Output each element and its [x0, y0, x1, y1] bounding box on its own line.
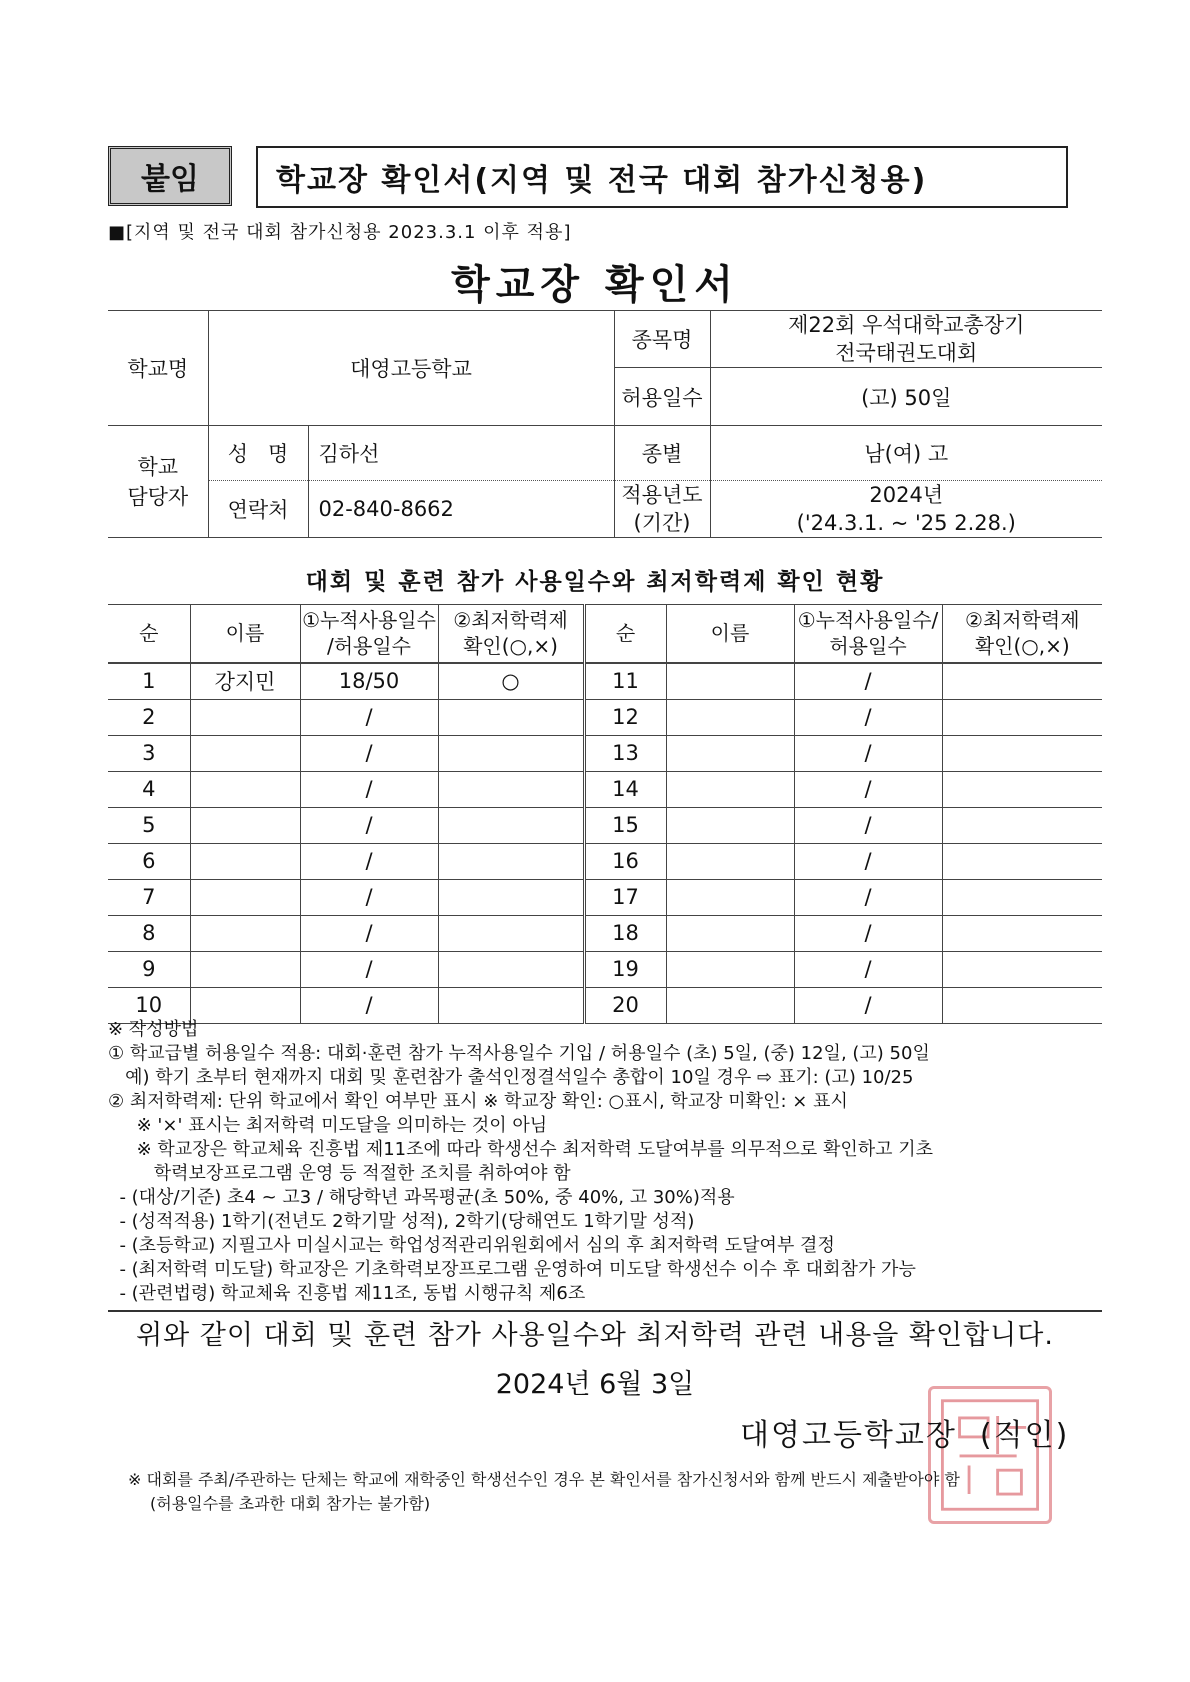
header-edu-left-line-1: ②최저학력제 — [453, 608, 568, 633]
row-name-right — [666, 663, 794, 700]
row-no-left: 3 — [108, 735, 190, 771]
row-no-left: 2 — [108, 699, 190, 735]
name-value: 김하선 — [308, 426, 614, 481]
header-no-left: 순 — [108, 605, 190, 663]
row-days-right: / — [794, 843, 942, 879]
allowed-days-label: 허용일수 — [614, 368, 710, 426]
row-name-right — [666, 699, 794, 735]
year-label-line-1: 적용년도 — [621, 483, 703, 507]
row-name-left — [190, 951, 300, 987]
footnote-line-2: (허용일수를 초과한 대회 참가는 불가함) — [150, 1494, 431, 1513]
row-name-left — [190, 843, 300, 879]
row-edu-left — [438, 771, 584, 807]
row-edu-right — [942, 843, 1102, 879]
table-row — [108, 771, 1102, 807]
row-name-left — [190, 735, 300, 771]
row-days-left: / — [300, 843, 438, 879]
year-value-line-1: 2024년 — [869, 483, 944, 507]
row-edu-left — [438, 879, 584, 915]
gender-value: 남(여) 고 — [710, 426, 1102, 481]
row-name-right — [666, 915, 794, 951]
row-edu-right — [942, 951, 1102, 987]
row-no-left: 8 — [108, 915, 190, 951]
row-edu-left — [438, 807, 584, 843]
contact-value: 02-840-8662 — [308, 481, 614, 538]
row-days-left: / — [300, 735, 438, 771]
name-label: 성 명 — [208, 426, 308, 481]
row-edu-right — [942, 879, 1102, 915]
row-edu-left — [438, 735, 584, 771]
event-label: 종목명 — [614, 311, 710, 368]
applicability-note: ■[지역 및 전국 대회 참가신청용 2023.3.1 이후 적용] — [108, 222, 572, 243]
row-edu-right — [942, 735, 1102, 771]
row-days-right: / — [794, 879, 942, 915]
row-days-left: / — [300, 915, 438, 951]
row-edu-left — [438, 843, 584, 879]
row-name-right — [666, 807, 794, 843]
table-row — [108, 915, 1102, 951]
instruction-line: - (성적적용) 1학기(전년도 2학기말 성적), 2학기(당해연도 1학기말 성적) — [108, 1211, 695, 1232]
row-name-right — [666, 735, 794, 771]
row-days-right: / — [794, 915, 942, 951]
row-edu-right — [942, 915, 1102, 951]
attachment-tag: 붙임 — [108, 146, 232, 206]
row-edu-right — [942, 663, 1102, 700]
signer: 대영고등학교장 (직인) — [740, 1418, 1070, 1453]
header-name-right: 이름 — [666, 605, 794, 663]
row-no-left: 6 — [108, 843, 190, 879]
header-edu-right-line-1: ②최저학력제 — [964, 608, 1080, 633]
row-days-right: / — [794, 699, 942, 735]
year-label — [614, 481, 710, 538]
row-no-right: 13 — [584, 735, 666, 771]
table-row — [108, 879, 1102, 915]
event-value-line-1: 제22회 우석대학교총장기 — [788, 313, 1025, 337]
row-edu-right — [942, 699, 1102, 735]
table-row — [108, 807, 1102, 843]
table-row — [108, 699, 1102, 735]
row-no-right: 19 — [584, 951, 666, 987]
divider — [108, 1310, 1102, 1312]
header-days-left-line-2: /허용일수 — [326, 634, 412, 659]
row-edu-left — [438, 699, 584, 735]
manager-label — [108, 426, 208, 538]
row-no-right: 18 — [584, 915, 666, 951]
header-edu-right — [942, 605, 1102, 663]
year-value — [710, 481, 1102, 538]
row-no-right: 20 — [584, 987, 666, 1023]
form-title: 학교장 확인서(지역 및 전국 대회 참가신청용) — [256, 146, 1068, 208]
row-days-right: / — [794, 987, 942, 1023]
row-days-left: / — [300, 699, 438, 735]
row-name-left: 강지민 — [190, 663, 300, 700]
header-edu-right-line-2: 확인(○,×) — [974, 634, 1070, 659]
school-value: 대영고등학교 — [208, 311, 614, 426]
row-no-right: 17 — [584, 879, 666, 915]
row-no-right: 12 — [584, 699, 666, 735]
row-no-right: 15 — [584, 807, 666, 843]
instruction-line: - (최저학력 미도달) 학교장은 기초학력보장프로그램 운영하여 미도달 학생선수 이수 후 대회참가 가능 — [108, 1259, 916, 1280]
year-label-line-2: (기간) — [633, 511, 691, 535]
header-days-right-line-2: 허용일수 — [829, 634, 907, 659]
row-days-left: / — [300, 807, 438, 843]
row-name-left — [190, 771, 300, 807]
row-name-right — [666, 843, 794, 879]
row-edu-right — [942, 771, 1102, 807]
row-days-right: / — [794, 735, 942, 771]
row-no-left: 4 — [108, 771, 190, 807]
row-no-right: 11 — [584, 663, 666, 700]
row-days-right: / — [794, 771, 942, 807]
instruction-line: 학력보장프로그램 운영 등 적절한 조치를 취하여야 함 — [108, 1163, 571, 1184]
manager-label-line-2: 담당자 — [127, 484, 189, 509]
instruction-line: ※ 작성방법 — [108, 1019, 199, 1040]
instruction-line: - (대상/기준) 초4 ~ 고3 / 해당학년 과목평균(초 50%, 중 40%, 고 30%)적용 — [108, 1187, 735, 1208]
header-name-left: 이름 — [190, 605, 300, 663]
row-edu-left: ○ — [438, 663, 584, 700]
row-name-right — [666, 879, 794, 915]
row-edu-left — [438, 915, 584, 951]
row-days-left: / — [300, 987, 438, 1023]
table-row — [108, 663, 1102, 700]
school-label: 학교명 — [108, 311, 208, 426]
row-name-left — [190, 807, 300, 843]
info-table — [108, 310, 1102, 538]
allowed-days-value: (고) 50일 — [710, 368, 1102, 426]
row-no-left: 5 — [108, 807, 190, 843]
instruction-line: ※ '×' 표시는 최저학력 미도달을 의미하는 것이 아님 — [108, 1115, 548, 1136]
row-no-left: 1 — [108, 663, 190, 700]
status-table — [108, 604, 1102, 1024]
row-name-right — [666, 771, 794, 807]
instruction-line: ① 학교급별 허용일수 적용: 대회·훈련 참가 누적사용일수 기입 / 허용일수 (초) 5일, (중) 12일, (고) 50일 — [108, 1043, 930, 1064]
row-no-left: 9 — [108, 951, 190, 987]
table-row — [108, 951, 1102, 987]
row-days-left: / — [300, 879, 438, 915]
row-days-left: / — [300, 771, 438, 807]
header-edu-left — [438, 605, 584, 663]
header-edu-left-line-2: 확인(○,×) — [463, 634, 558, 659]
instruction-line: ② 최저학력제: 단위 학교에서 확인 여부만 표시 ※ 학교장 확인: ○표시, 학교장 미확인: × 표시 — [108, 1091, 848, 1112]
instruction-line: ※ 학교장은 학교체육 진흥법 제11조에 따라 학생선수 최저학력 도달여부를 의무적으로 확인하고 기초 — [108, 1139, 934, 1160]
table-row — [108, 843, 1102, 879]
row-name-left — [190, 699, 300, 735]
footnote — [128, 1468, 960, 1516]
header-days-right-line-1: ①누적사용일수/ — [797, 608, 939, 633]
manager-label-line-1: 학교 — [137, 454, 179, 479]
row-no-right: 16 — [584, 843, 666, 879]
row-days-right: / — [794, 951, 942, 987]
row-no-right: 14 — [584, 771, 666, 807]
header-days-left — [300, 605, 438, 663]
row-no-left: 7 — [108, 879, 190, 915]
year-value-line-2: ('24.3.1. ~ '25 2.28.) — [796, 511, 1016, 535]
row-days-left: / — [300, 951, 438, 987]
confirmation-statement: 위와 같이 대회 및 훈련 참가 사용일수와 최저학력 관련 내용을 확인합니다. — [136, 1320, 1054, 1351]
page-title: 학교장 확인서 — [451, 262, 739, 308]
instruction-line: 예) 학기 초부터 현재까지 대회 및 훈련참가 출석인정결석일수 총합이 10일 경우 ⇨ 표기: (고) 10/25 — [108, 1067, 914, 1088]
issue-date: 2024년 6월 3일 — [495, 1369, 695, 1400]
gender-label: 종별 — [614, 426, 710, 481]
instruction-line: - (초등학교) 지필고사 미실시교는 학업성적관리위원회에서 심의 후 최저학력 도달여부 결정 — [108, 1235, 835, 1256]
event-value — [710, 311, 1102, 368]
row-days-right: / — [794, 807, 942, 843]
footnote-line-1: ※ 대회를 주최/주관하는 단체는 학교에 재학중인 학생선수인 경우 본 확인서를 참가신청서와 함께 반드시 제출받아야 함 — [128, 1470, 960, 1489]
header-days-left-line-1: ①누적사용일수 — [302, 608, 436, 633]
instructions — [108, 1018, 1108, 1306]
header-no-right: 순 — [584, 605, 666, 663]
row-edu-left — [438, 951, 584, 987]
row-days-right: / — [794, 663, 942, 700]
row-name-left — [190, 879, 300, 915]
row-days-left: 18/50 — [300, 663, 438, 700]
row-name-left — [190, 915, 300, 951]
row-edu-right — [942, 807, 1102, 843]
event-value-line-2: 전국태권도대회 — [835, 341, 978, 365]
contact-label: 연락처 — [208, 481, 308, 538]
status-title: 대회 및 훈련 참가 사용일수와 최저학력제 확인 현황 — [305, 569, 885, 595]
instruction-line: - (관련법령) 학교체육 진흥법 제11조, 동법 시행규칙 제6조 — [108, 1283, 586, 1304]
row-no-left: 10 — [108, 987, 190, 1023]
row-name-right — [666, 951, 794, 987]
header-days-right — [794, 605, 942, 663]
table-row — [108, 735, 1102, 771]
